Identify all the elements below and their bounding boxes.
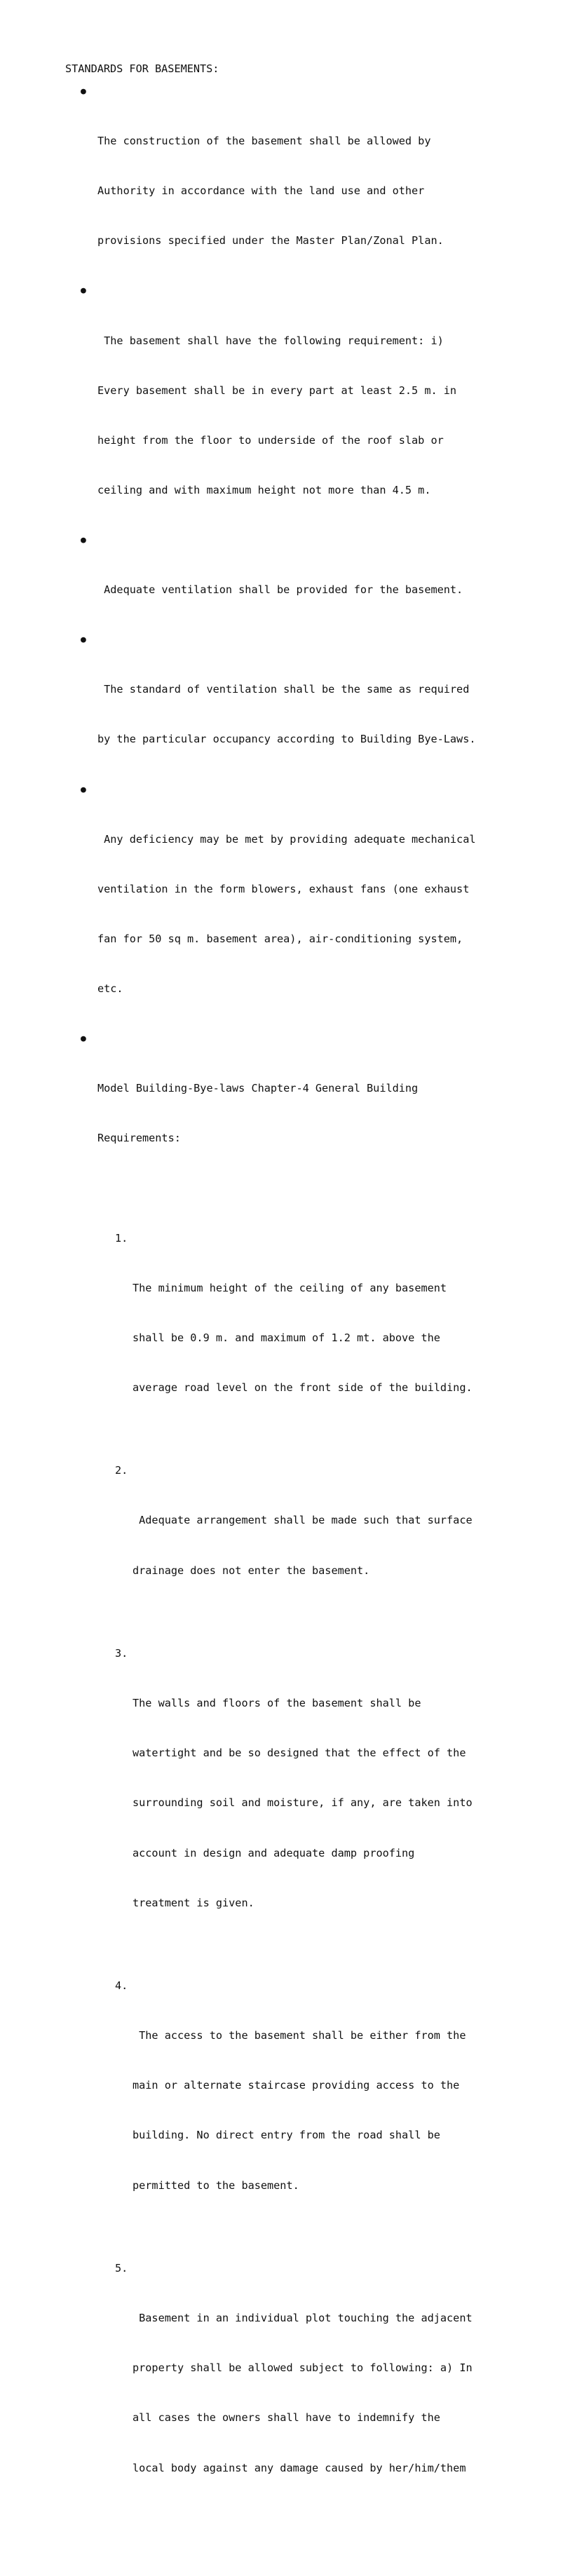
bullet-item <box>0 632 570 781</box>
bullet-item <box>0 532 570 632</box>
numbered-line: all cases the owners shall have to indemnify the <box>133 2411 440 2425</box>
numbered-line: account in design and adequate damp proofing <box>133 1846 415 1859</box>
bullet-item <box>0 83 570 283</box>
bullet-line: Every basement shall be in every part at least 2.5 m. in <box>97 384 457 397</box>
numbered-line: surrounding soil and moisture, if any, are taken into <box>133 1796 473 1810</box>
bullet-list <box>0 83 570 2576</box>
item-number: 4. <box>115 1979 128 1993</box>
bullet-line: etc. <box>97 982 123 995</box>
numbered-item <box>0 1646 473 1945</box>
numbered-line: watertight and be so designed that the effect of the <box>133 1747 466 1760</box>
bullet-item <box>0 283 570 532</box>
numbered-line: The minimum height of the ceiling of any basement <box>133 1281 447 1294</box>
numbered-line: permitted to the basement. <box>133 2178 299 2192</box>
bullet-line: Adequate ventilation shall be provided for the basement. <box>97 583 463 597</box>
numbered-item <box>0 1231 473 1430</box>
item-number: 3. <box>115 1647 128 1660</box>
bullet-line: The construction of the basement shall be allowed by <box>97 135 431 148</box>
item-number: 5. <box>115 2262 128 2275</box>
bullet-icon: ● <box>81 1033 86 1045</box>
bullet-item <box>0 1031 570 2576</box>
numbered-line: Basement in an individual plot touching the adjacent <box>133 2312 473 2325</box>
bullet-line: ventilation in the form blowers, exhaust fans (one exhaust <box>97 882 470 895</box>
bullet-item <box>0 782 570 1031</box>
numbered-line: average road level on the front side of the building. <box>133 1381 473 1394</box>
bullet-line: The basement shall have the following requirement: i) <box>97 334 444 347</box>
numbered-item <box>0 1978 473 2228</box>
bullet-line: fan for 50 sq m. basement area), air-conditioning system, <box>97 932 463 945</box>
numbered-list <box>97 1197 570 2543</box>
bullet-icon: ● <box>81 784 86 795</box>
numbered-line: building. No direct entry from the road shall be <box>133 2129 440 2142</box>
numbered-line: local body against any damage caused by her/him/them <box>133 2461 466 2474</box>
item-number: 1. <box>115 1231 128 1245</box>
numbered-line: treatment is given. <box>133 1896 255 1909</box>
numbered-line: shall be 0.9 m. and maximum of 1.2 mt. above the <box>133 1331 440 1344</box>
numbered-line: main or alternate staircase providing access to the <box>133 2079 460 2092</box>
bullet-icon: ● <box>81 534 86 545</box>
bullet-line: Requirements: <box>97 1132 181 1145</box>
numbered-line: property shall be allowed subject to following: a) In <box>133 2361 473 2375</box>
numbered-line: Adequate arrangement shall be made such that surface <box>133 1514 473 1527</box>
numbered-line: The access to the basement shall be either from the <box>133 2029 466 2042</box>
bullet-icon: ● <box>81 635 86 646</box>
numbered-item <box>0 1463 473 1612</box>
bullet-icon: ● <box>81 86 86 97</box>
numbered-line: drainage does not enter the basement. <box>133 1564 370 1577</box>
bullet-line: The standard of ventilation shall be the same as required <box>97 683 470 696</box>
bullet-line: Any deficiency may be met by providing adequate mechanical <box>97 832 476 846</box>
numbered-line: The walls and floors of the basement shall be <box>133 1697 421 1710</box>
document-heading: STANDARDS FOR BASEMENTS: <box>65 62 219 75</box>
bullet-line: Model Building-Bye-laws Chapter-4 General Building <box>97 1082 419 1095</box>
bullet-icon: ● <box>81 285 86 297</box>
bullet-line: height from the floor to underside of the roof slab or <box>97 433 444 447</box>
bullet-line: provisions specified under the Master Plan/Zonal Plan. <box>97 234 444 248</box>
bullet-line: Authority in accordance with the land use and other <box>97 184 425 198</box>
bullet-line: ceiling and with maximum height not more than 4.5 m. <box>97 483 431 496</box>
numbered-item <box>0 2260 473 2510</box>
bullet-line: by the particular occupancy according to Building Bye-Laws. <box>97 733 476 746</box>
item-number: 2. <box>115 1464 128 1477</box>
